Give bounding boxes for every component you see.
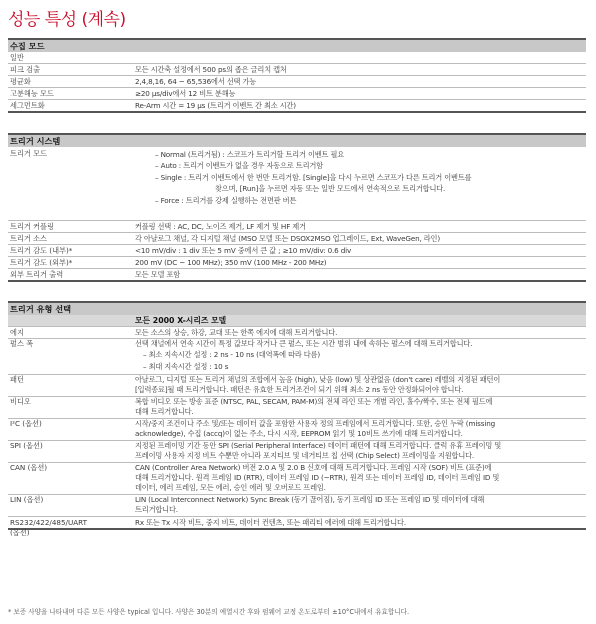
row-label: SPI (옵션) bbox=[10, 441, 43, 450]
row-value bbox=[135, 419, 586, 439]
section-header-trigger-types: 트리거 유형 선택 bbox=[8, 301, 586, 315]
row-value-line: 아날로그, 디지털 또는 트리거 채널의 조합에서 높음 (high), 낮음 (low) 및 상관없음 (don't care) 레벨의 지정된 패턴이 bbox=[135, 375, 501, 384]
row-value-line: 트리거합니다. bbox=[135, 505, 178, 514]
row-value bbox=[135, 257, 586, 268]
row-value-line: 모든 소스의 상승, 하강, 교대 또는 한쪽 에지에 대해 트리거합니다. bbox=[135, 328, 338, 337]
row-label: 고분해능 모드 bbox=[10, 89, 54, 98]
row-label: 일반 bbox=[10, 53, 24, 62]
trigger-type-row bbox=[8, 339, 586, 375]
trigger-type-row bbox=[8, 375, 586, 397]
row-value-line: 지정된 프레이밍 기간 동안 SPI (Serial Peripheral Interface) 데이터 패턴에 대해 트리거합니다. 클럭 유휴 프레이밍 및 bbox=[135, 441, 502, 450]
row-value-line: <10 mV/div : 1 div 또는 5 mV 중에서 큰 값 ; ≥10 mV/div: 0.6 div bbox=[135, 246, 352, 255]
row-value bbox=[135, 339, 586, 373]
row-value bbox=[135, 221, 586, 232]
row-value bbox=[135, 517, 586, 528]
row-value-line: Rx 또는 Tx 시작 비트, 중지 비트, 데이터 컨텐츠, 또는 패리티 에러에 대해 트리거합니다. bbox=[135, 518, 406, 527]
row-label: 펄스 폭 bbox=[10, 339, 34, 348]
acquisition-row bbox=[8, 76, 586, 88]
trigger-type-row bbox=[8, 495, 586, 517]
row-value bbox=[135, 397, 586, 417]
row-value-line: 각 아날로그 채널, 각 디지털 채널 (MSO 모델 또는 DSOX2MSO 업그레이드, Ext, WaveGen, 라인) bbox=[135, 234, 441, 243]
trigger-mode-row bbox=[8, 147, 586, 221]
trigger-type-row bbox=[8, 397, 586, 419]
row-value-line: 모든 시간축 설정에서 500 ps의 좁은 글리치 캡처 bbox=[135, 65, 287, 74]
trigger-system-row bbox=[8, 245, 586, 257]
trigger-mode-line: – Force : 트리거를 강제 실행하는 전면판 버튼 bbox=[155, 195, 297, 205]
row-value bbox=[135, 233, 586, 244]
row-label: 피크 검출 bbox=[10, 65, 41, 74]
trigger-system-row bbox=[8, 269, 586, 282]
footnote: * 보증 사양을 나타내며 다른 모든 사양은 typical 입니다. 사양은 30분의 예열시간 후와 펌웨어 교정 온도로부터 ±10°C내에서 유효합니다. bbox=[8, 608, 410, 616]
row-value-line: 200 mV (DC ~ 100 MHz); 350 mV (100 MHz - 200 MHz) bbox=[135, 258, 327, 267]
models-subheader: 모든 2000 X-시리즈 모델 bbox=[135, 316, 227, 325]
row-value bbox=[135, 495, 586, 515]
row-value-line: 데이터, 에러 프레임, 모든 에러, 승인 에러 및 오버로드 프레임. bbox=[135, 483, 326, 492]
acquisition-row bbox=[8, 52, 586, 64]
row-value bbox=[135, 269, 586, 280]
trigger-mode-lines bbox=[135, 147, 586, 206]
row-label: 비디오 bbox=[10, 397, 31, 406]
page-title: 성능 특성 (계속) bbox=[8, 10, 126, 30]
acquisition-row bbox=[8, 64, 586, 76]
row-value-line: 선택 채널에서 연속 시간이 특정 값보다 작거나 큰 펄스, 또는 시간 범위 내에 속하는 펄스에 대해 트리거합니다. bbox=[135, 339, 473, 348]
row-label: CAN (옵션) bbox=[10, 463, 48, 472]
row-value-line: 프레이밍 사용자 지정 비트 수뿐만 아니라 포지티브 및 네거티브 칩 선택 (Chip Select) 프레이밍을 지원합니다. bbox=[135, 451, 475, 460]
row-value-line: 대해 트리거합니다. 원격 프레임 ID (RTR), 데이터 프레임 ID (~RTR), 원격 또는 데이터 프레임 ID, 데이터 프레임 ID 및 bbox=[135, 473, 500, 482]
row-label: 트리거 모드 bbox=[10, 149, 48, 158]
row-value-bullet: – 최대 지속시간 설정 : 10 s bbox=[143, 362, 229, 371]
row-label: 트리거 커플링 bbox=[10, 222, 54, 231]
section-header-trigger-system: 트리거 시스템 bbox=[8, 133, 586, 147]
trigger-types-table bbox=[8, 301, 586, 537]
trigger-type-row bbox=[8, 419, 586, 441]
row-value-line: Re-Arm 시간 = 19 µs (트리거 이벤트 간 최소 시간) bbox=[135, 101, 296, 110]
trigger-mode-line: – Single : 트리거 이벤트에서 한 번만 트리거함. [Single]을 다시 누르면 스코프가 다른 트리거 이벤트를 bbox=[155, 172, 472, 182]
row-value-line: 시작/중지 조건이나 주소 및/또는 데이터 값을 포함한 사용자 정의 프레임에서 트리거합니다. 또한, 승인 누락 (missing bbox=[135, 419, 496, 428]
row-value-line: CAN (Controller Area Network) 버전 2.0 A 및 2.0 B 신호에 대해 트리거합니다. 프레임 시작 (SOF) 비트 (표준)에 bbox=[135, 463, 492, 472]
row-value bbox=[135, 76, 586, 87]
trigger-system-row bbox=[8, 257, 586, 269]
trigger-mode-line: – Auto : 트리거 이벤트가 없을 경우 자동으로 트리거함 bbox=[155, 161, 323, 171]
trigger-type-row bbox=[8, 441, 586, 463]
trigger-type-row bbox=[8, 327, 586, 339]
row-label: 트리거 소스 bbox=[10, 234, 48, 243]
row-value bbox=[135, 100, 586, 111]
row-label: 패턴 bbox=[10, 375, 24, 384]
row-value-line: [입력종료]될 때 트리거합니다. 패턴은 유효한 트리거조건이 되기 위해 최소 2 ns 동안 안정화되어야 합니다. bbox=[135, 385, 464, 394]
trigger-mode-line: 찾으며, [Run]을 누르면 자동 또는 일반 모드에서 연속적으로 트리거합니다. bbox=[215, 184, 446, 194]
models-subheader-row bbox=[8, 315, 586, 327]
acquisition-row bbox=[8, 100, 586, 113]
row-label: 세그먼트화 bbox=[10, 101, 45, 110]
row-value-line: 대해 트리거합니다. bbox=[135, 407, 194, 416]
row-value-line: 커플링 선택 : AC, DC, 노이즈 제거, LF 제거 및 HF 제거 bbox=[135, 222, 306, 231]
row-value bbox=[135, 375, 586, 395]
trigger-system-table bbox=[8, 133, 586, 282]
row-label: 트리거 감도 (외부)* bbox=[10, 258, 73, 267]
trigger-mode-line: – Normal (트리거됨) : 스코프가 트리거할 트리거 이벤트 필요 bbox=[155, 150, 345, 159]
section-header-acquisition: 수집 모드 bbox=[8, 38, 586, 52]
row-label-continued: (옵션) bbox=[10, 528, 30, 537]
acquisition-table bbox=[8, 38, 586, 113]
row-value-line: ≥20 µs/div에서 12 비트 분해능 bbox=[135, 89, 236, 98]
trigger-system-row bbox=[8, 221, 586, 233]
row-value bbox=[135, 64, 586, 75]
row-value-line: acknowledge), 수집 (accq)이 없는 주소, 다시 시작, EEPROM 읽기 및 10비트 쓰기에 대해 트리거합니다. bbox=[135, 429, 463, 438]
row-value-bullet: – 최소 지속시간 설정 : 2 ns - 10 ns (대역폭에 따라 다름) bbox=[143, 350, 321, 359]
acquisition-row bbox=[8, 88, 586, 100]
row-value bbox=[135, 245, 586, 256]
row-value-line: 2,4,8,16, 64 ~ 65,536에서 선택 가능 bbox=[135, 77, 257, 86]
row-value bbox=[135, 441, 586, 461]
trigger-type-row bbox=[8, 463, 586, 495]
row-label: 평균화 bbox=[10, 77, 31, 86]
row-value bbox=[135, 327, 586, 338]
trigger-type-row bbox=[8, 517, 586, 537]
row-value-line: LIN (Local Interconnect Network) Sync Break (동기 끊어짐), 동기 프레임 ID 또는 프레임 ID 및 데이터에 대해 bbox=[135, 495, 485, 504]
row-label: I²C (옵션) bbox=[10, 419, 42, 428]
row-value-line: 모든 모델 포함 bbox=[135, 270, 181, 279]
row-value bbox=[135, 463, 586, 493]
trigger-system-row bbox=[8, 233, 586, 245]
row-label: 트리거 감도 (내부)* bbox=[10, 246, 73, 255]
row-label: LIN (옵션) bbox=[10, 495, 44, 504]
row-label: 에지 bbox=[10, 328, 24, 337]
row-value-line: 복합 비디오 또는 방송 표준 (NTSC, PAL, SECAM, PAM-M)의 전체 라인 또는 개별 라인, 홀수/짝수, 또는 전체 필드에 bbox=[135, 397, 493, 406]
row-label: 외부 트리거 출력 bbox=[10, 270, 64, 279]
row-value bbox=[135, 88, 586, 99]
row-label: RS232/422/485/UART bbox=[10, 518, 88, 527]
